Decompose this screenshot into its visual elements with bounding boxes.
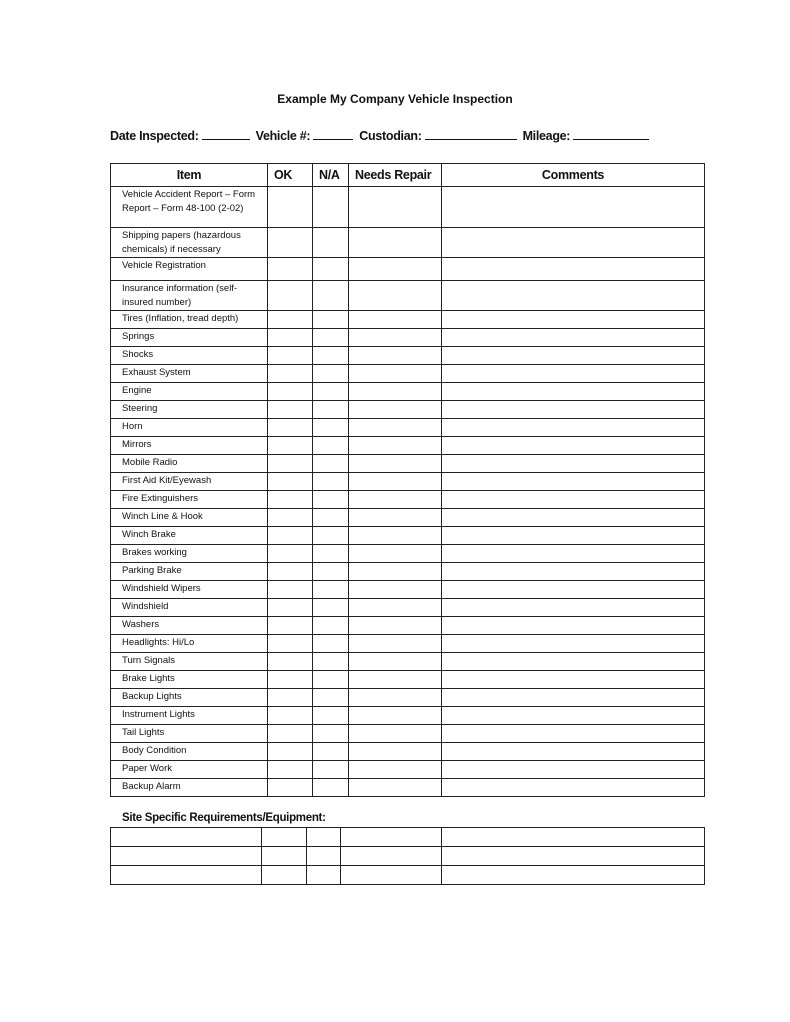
na-cell[interactable] bbox=[313, 653, 349, 671]
comments-cell[interactable] bbox=[442, 329, 705, 347]
ok-cell[interactable] bbox=[268, 228, 313, 258]
needs-repair-cell[interactable] bbox=[349, 671, 442, 689]
field-blank-line[interactable] bbox=[573, 128, 649, 140]
table-row bbox=[111, 383, 705, 401]
needs-repair-cell[interactable] bbox=[349, 473, 442, 491]
needs-repair-cell[interactable] bbox=[349, 187, 442, 228]
na-cell[interactable] bbox=[313, 617, 349, 635]
na-cell[interactable] bbox=[313, 599, 349, 617]
needs-repair-cell[interactable] bbox=[349, 347, 442, 365]
site-needs-repair-cell[interactable] bbox=[341, 828, 442, 847]
needs-repair-cell[interactable] bbox=[349, 545, 442, 563]
item-label: Paper Work bbox=[111, 761, 268, 779]
item-label: Winch Brake bbox=[111, 527, 268, 545]
needs-repair-cell[interactable] bbox=[349, 653, 442, 671]
table-row bbox=[111, 509, 705, 527]
na-cell[interactable] bbox=[313, 311, 349, 329]
ok-cell[interactable] bbox=[268, 473, 313, 491]
ok-cell[interactable] bbox=[268, 491, 313, 509]
comments-cell[interactable] bbox=[442, 187, 705, 228]
table-row bbox=[111, 419, 705, 437]
site-needs-repair-cell[interactable] bbox=[341, 866, 442, 885]
table-row bbox=[111, 689, 705, 707]
ok-cell[interactable] bbox=[268, 761, 313, 779]
site-comments-cell[interactable] bbox=[442, 847, 705, 866]
column-header-comments: Comments bbox=[442, 164, 705, 187]
table-row bbox=[111, 653, 705, 671]
na-cell[interactable] bbox=[313, 761, 349, 779]
site-na-cell[interactable] bbox=[307, 866, 341, 885]
ok-cell[interactable] bbox=[268, 527, 313, 545]
ok-cell[interactable] bbox=[268, 689, 313, 707]
comments-cell[interactable] bbox=[442, 725, 705, 743]
column-header-needs-repair: Needs Repair bbox=[349, 164, 442, 187]
table-row bbox=[111, 311, 705, 329]
header-fields bbox=[110, 128, 655, 143]
na-cell[interactable] bbox=[313, 258, 349, 281]
table-row bbox=[111, 527, 705, 545]
comments-cell[interactable] bbox=[442, 281, 705, 311]
item-label: Brake Lights bbox=[111, 671, 268, 689]
ok-cell[interactable] bbox=[268, 437, 313, 455]
comments-cell[interactable] bbox=[442, 599, 705, 617]
item-label: Mobile Radio bbox=[111, 455, 268, 473]
ok-cell[interactable] bbox=[268, 707, 313, 725]
na-cell[interactable] bbox=[313, 437, 349, 455]
comments-cell[interactable] bbox=[442, 437, 705, 455]
field-label: Vehicle #: bbox=[255, 129, 311, 143]
comments-cell[interactable] bbox=[442, 491, 705, 509]
table-row bbox=[111, 329, 705, 347]
needs-repair-cell[interactable] bbox=[349, 491, 442, 509]
item-label: Backup Lights bbox=[111, 689, 268, 707]
na-cell[interactable] bbox=[313, 473, 349, 491]
comments-cell[interactable] bbox=[442, 365, 705, 383]
needs-repair-cell[interactable] bbox=[349, 689, 442, 707]
comments-cell[interactable] bbox=[442, 347, 705, 365]
table-row bbox=[111, 761, 705, 779]
ok-cell[interactable] bbox=[268, 187, 313, 228]
table-row bbox=[111, 228, 705, 258]
table-row bbox=[111, 743, 705, 761]
item-label: Washers bbox=[111, 617, 268, 635]
item-label: Horn bbox=[111, 419, 268, 437]
needs-repair-cell[interactable] bbox=[349, 743, 442, 761]
table-row bbox=[111, 545, 705, 563]
needs-repair-cell[interactable] bbox=[349, 761, 442, 779]
needs-repair-cell[interactable] bbox=[349, 437, 442, 455]
comments-cell[interactable] bbox=[442, 779, 705, 797]
item-label: Engine bbox=[111, 383, 268, 401]
na-cell[interactable] bbox=[313, 563, 349, 581]
ok-cell[interactable] bbox=[268, 725, 313, 743]
comments-cell[interactable] bbox=[442, 653, 705, 671]
site-row bbox=[111, 866, 705, 885]
na-cell[interactable] bbox=[313, 671, 349, 689]
na-cell[interactable] bbox=[313, 419, 349, 437]
document-title: Example My Company Vehicle Inspection bbox=[277, 92, 513, 106]
site-comments-cell[interactable] bbox=[442, 828, 705, 847]
site-na-cell[interactable] bbox=[307, 828, 341, 847]
comments-cell[interactable] bbox=[442, 707, 705, 725]
ok-cell[interactable] bbox=[268, 545, 313, 563]
na-cell[interactable] bbox=[313, 491, 349, 509]
ok-cell[interactable] bbox=[268, 563, 313, 581]
needs-repair-cell[interactable] bbox=[349, 581, 442, 599]
na-cell[interactable] bbox=[313, 281, 349, 311]
comments-cell[interactable] bbox=[442, 563, 705, 581]
comments-cell[interactable] bbox=[442, 228, 705, 258]
item-label: Shipping papers (hazardous chemicals) if necessary bbox=[111, 228, 268, 258]
ok-cell[interactable] bbox=[268, 365, 313, 383]
table-header-row bbox=[111, 164, 705, 187]
comments-cell[interactable] bbox=[442, 401, 705, 419]
item-label: Windshield Wipers bbox=[111, 581, 268, 599]
field-blank-line[interactable] bbox=[425, 128, 517, 140]
comments-cell[interactable] bbox=[442, 545, 705, 563]
na-cell[interactable] bbox=[313, 527, 349, 545]
comments-cell[interactable] bbox=[442, 455, 705, 473]
site-row bbox=[111, 847, 705, 866]
na-cell[interactable] bbox=[313, 707, 349, 725]
needs-repair-cell[interactable] bbox=[349, 527, 442, 545]
na-cell[interactable] bbox=[313, 347, 349, 365]
ok-cell[interactable] bbox=[268, 581, 313, 599]
table-row bbox=[111, 617, 705, 635]
table-row bbox=[111, 401, 705, 419]
needs-repair-cell[interactable] bbox=[349, 419, 442, 437]
site-ok-cell[interactable] bbox=[262, 866, 307, 885]
site-item-cell[interactable] bbox=[111, 847, 262, 866]
na-cell[interactable] bbox=[313, 228, 349, 258]
field-blank-line[interactable] bbox=[313, 128, 353, 140]
na-cell[interactable] bbox=[313, 689, 349, 707]
na-cell[interactable] bbox=[313, 329, 349, 347]
table-row bbox=[111, 707, 705, 725]
column-header-item: Item bbox=[111, 164, 268, 187]
na-cell[interactable] bbox=[313, 725, 349, 743]
table-row bbox=[111, 779, 705, 797]
ok-cell[interactable] bbox=[268, 617, 313, 635]
site-comments-cell[interactable] bbox=[442, 866, 705, 885]
item-label: Instrument Lights bbox=[111, 707, 268, 725]
item-label: Windshield bbox=[111, 599, 268, 617]
site-specific-label: Site Specific Requirements/Equipment: bbox=[122, 812, 326, 824]
item-label: Springs bbox=[111, 329, 268, 347]
table-row bbox=[111, 671, 705, 689]
site-item-cell[interactable] bbox=[111, 828, 262, 847]
item-label: Backup Alarm bbox=[111, 779, 268, 797]
needs-repair-cell[interactable] bbox=[349, 599, 442, 617]
item-label: Tires (Inflation, tread depth) bbox=[111, 311, 268, 329]
site-na-cell[interactable] bbox=[307, 847, 341, 866]
needs-repair-cell[interactable] bbox=[349, 228, 442, 258]
item-label: Parking Brake bbox=[111, 563, 268, 581]
needs-repair-cell[interactable] bbox=[349, 779, 442, 797]
needs-repair-cell[interactable] bbox=[349, 401, 442, 419]
item-label: Body Condition bbox=[111, 743, 268, 761]
site-ok-cell[interactable] bbox=[262, 847, 307, 866]
na-cell[interactable] bbox=[313, 581, 349, 599]
na-cell[interactable] bbox=[313, 383, 349, 401]
site-item-cell[interactable] bbox=[111, 866, 262, 885]
table-row bbox=[111, 455, 705, 473]
ok-cell[interactable] bbox=[268, 258, 313, 281]
table-row bbox=[111, 635, 705, 653]
comments-cell[interactable] bbox=[442, 527, 705, 545]
ok-cell[interactable] bbox=[268, 401, 313, 419]
needs-repair-cell[interactable] bbox=[349, 635, 442, 653]
na-cell[interactable] bbox=[313, 365, 349, 383]
comments-cell[interactable] bbox=[442, 383, 705, 401]
item-label: Vehicle Registration bbox=[111, 258, 268, 281]
comments-cell[interactable] bbox=[442, 743, 705, 761]
ok-cell[interactable] bbox=[268, 743, 313, 761]
site-needs-repair-cell[interactable] bbox=[341, 847, 442, 866]
item-label: Exhaust System bbox=[111, 365, 268, 383]
needs-repair-cell[interactable] bbox=[349, 383, 442, 401]
field-label: Custodian: bbox=[359, 129, 422, 143]
ok-cell[interactable] bbox=[268, 599, 313, 617]
comments-cell[interactable] bbox=[442, 617, 705, 635]
field-label: Mileage: bbox=[522, 129, 571, 143]
needs-repair-cell[interactable] bbox=[349, 707, 442, 725]
ok-cell[interactable] bbox=[268, 779, 313, 797]
ok-cell[interactable] bbox=[268, 281, 313, 311]
table-row bbox=[111, 581, 705, 599]
na-cell[interactable] bbox=[313, 401, 349, 419]
needs-repair-cell[interactable] bbox=[349, 617, 442, 635]
site-specific-table bbox=[110, 827, 705, 885]
ok-cell[interactable] bbox=[268, 329, 313, 347]
item-label: Vehicle Accident Report – Form Report – Form 48-100 (2-02) bbox=[111, 187, 268, 228]
comments-cell[interactable] bbox=[442, 311, 705, 329]
table-row bbox=[111, 187, 705, 228]
item-label: Turn Signals bbox=[111, 653, 268, 671]
comments-cell[interactable] bbox=[442, 473, 705, 491]
ok-cell[interactable] bbox=[268, 311, 313, 329]
table-row bbox=[111, 725, 705, 743]
needs-repair-cell[interactable] bbox=[349, 509, 442, 527]
needs-repair-cell[interactable] bbox=[349, 258, 442, 281]
item-label: Winch Line & Hook bbox=[111, 509, 268, 527]
ok-cell[interactable] bbox=[268, 653, 313, 671]
ok-cell[interactable] bbox=[268, 509, 313, 527]
ok-cell[interactable] bbox=[268, 347, 313, 365]
na-cell[interactable] bbox=[313, 743, 349, 761]
na-cell[interactable] bbox=[313, 187, 349, 228]
table-row bbox=[111, 599, 705, 617]
ok-cell[interactable] bbox=[268, 383, 313, 401]
table-row bbox=[111, 365, 705, 383]
field-label: Date Inspected: bbox=[110, 129, 199, 143]
table-row bbox=[111, 473, 705, 491]
comments-cell[interactable] bbox=[442, 581, 705, 599]
ok-cell[interactable] bbox=[268, 635, 313, 653]
site-ok-cell[interactable] bbox=[262, 828, 307, 847]
comments-cell[interactable] bbox=[442, 671, 705, 689]
item-label: Brakes working bbox=[111, 545, 268, 563]
item-label: Insurance information (self-insured number) bbox=[111, 281, 268, 311]
table-row bbox=[111, 491, 705, 509]
comments-cell[interactable] bbox=[442, 635, 705, 653]
table-row bbox=[111, 281, 705, 311]
table-row bbox=[111, 563, 705, 581]
comments-cell[interactable] bbox=[442, 258, 705, 281]
ok-cell[interactable] bbox=[268, 671, 313, 689]
na-cell[interactable] bbox=[313, 635, 349, 653]
comments-cell[interactable] bbox=[442, 509, 705, 527]
inspection-table bbox=[110, 163, 705, 797]
table-row bbox=[111, 347, 705, 365]
needs-repair-cell[interactable] bbox=[349, 329, 442, 347]
comments-cell[interactable] bbox=[442, 689, 705, 707]
ok-cell[interactable] bbox=[268, 419, 313, 437]
field-blank-line[interactable] bbox=[202, 128, 250, 140]
needs-repair-cell[interactable] bbox=[349, 725, 442, 743]
comments-cell[interactable] bbox=[442, 761, 705, 779]
na-cell[interactable] bbox=[313, 455, 349, 473]
item-label: Headlights: Hi/Lo bbox=[111, 635, 268, 653]
table-row bbox=[111, 258, 705, 281]
needs-repair-cell[interactable] bbox=[349, 311, 442, 329]
column-header-na: N/A bbox=[313, 164, 349, 187]
item-label: Steering bbox=[111, 401, 268, 419]
column-header-ok: OK bbox=[268, 164, 313, 187]
na-cell[interactable] bbox=[313, 779, 349, 797]
table-row bbox=[111, 437, 705, 455]
needs-repair-cell[interactable] bbox=[349, 365, 442, 383]
needs-repair-cell[interactable] bbox=[349, 563, 442, 581]
needs-repair-cell[interactable] bbox=[349, 281, 442, 311]
comments-cell[interactable] bbox=[442, 419, 705, 437]
site-row bbox=[111, 828, 705, 847]
item-label: Mirrors bbox=[111, 437, 268, 455]
ok-cell[interactable] bbox=[268, 455, 313, 473]
needs-repair-cell[interactable] bbox=[349, 455, 442, 473]
item-label: Fire Extinguishers bbox=[111, 491, 268, 509]
item-label: Tail Lights bbox=[111, 725, 268, 743]
item-label: First Aid Kit/Eyewash bbox=[111, 473, 268, 491]
item-label: Shocks bbox=[111, 347, 268, 365]
na-cell[interactable] bbox=[313, 545, 349, 563]
na-cell[interactable] bbox=[313, 509, 349, 527]
